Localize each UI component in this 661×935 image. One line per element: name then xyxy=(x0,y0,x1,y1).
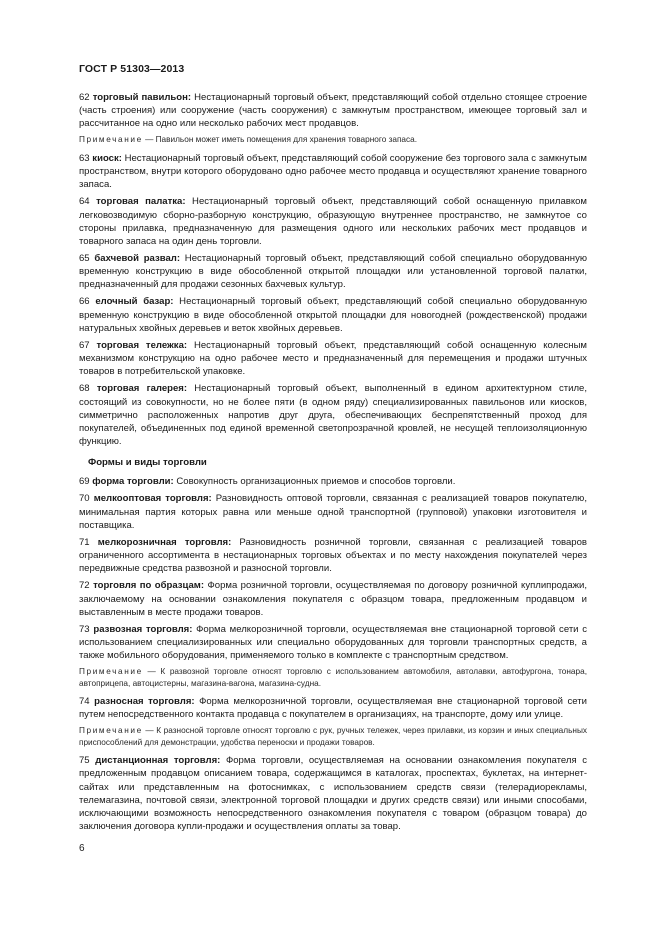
note-label: Примечание xyxy=(79,667,143,677)
term-entry xyxy=(79,295,587,334)
document-header: ГОСТ Р 51303—2013 xyxy=(79,63,185,75)
entry-definition: Разновидность оптовой торговли, связанная с реализацией товаров покупателю, минимальная партия которых равна или меньше одной транспортной (групповой) упаковки изготовителя и поставщика. xyxy=(79,493,587,531)
entry-definition: Разновидность розничной торговли, связанная с реализацией товаров ограниченного ассортимента в нестационарных торговых объектах и по месту нахождения покупателей через передвижные средства развозной и разносной торговли. xyxy=(79,536,587,575)
entry-definition: Форма мелкорозничной торговли, осуществляемая вне стационарной торговой сети с использованием специализированных или специально оборудованных для торговли транспортных средств, а также мобильного оборудования, применяемого только в комплекте с транспортным средством. xyxy=(79,623,588,662)
entry-number: 73 xyxy=(79,623,90,635)
entry-term: торговый павильон: xyxy=(92,92,192,103)
note xyxy=(79,666,587,689)
section-title: Формы и виды торговли xyxy=(88,457,207,469)
entry-number: 72 xyxy=(79,580,90,592)
note-text: — Павильон может иметь помещения для хранения товарного запаса. xyxy=(145,135,418,145)
entry-number: 63 xyxy=(79,152,90,164)
term-entry xyxy=(79,492,587,531)
note-label: Примечание xyxy=(79,135,143,145)
term-entry xyxy=(79,475,587,488)
entry-definition: Форма розничной торговли, осуществляемая по договору розничной куплипродажи, заключаемому на основании ознакомления покупателя с образцом товара, предложенным продавцом и выставленным в месте продажи товаров. xyxy=(79,580,588,618)
entry-number: 67 xyxy=(79,339,90,351)
entry-term: елочный базар: xyxy=(95,296,174,308)
entry-definition: Нестационарный торговый объект, представляющий собой оснащенную колесным механизмом конструкцию на одно рабочее место и предназначенный для перемещения и продажи штучных товаров в потребительской упаковке. xyxy=(79,339,587,378)
entry-definition: Нестационарный торговый объект, представляющий собой специально оборудованную временную конструкцию в виде обособленной открытой площадки или установленной торговой палатки, предназначенный для продажи сезонных бахчевых культур. xyxy=(79,252,588,291)
entry-term: дистанционная торговля: xyxy=(95,755,221,767)
entry-definition: Нестационарный торговый объект, представляющий собой сооружение без торгового зала с замкнутым пространством, внутри которого оборудовано одно рабочее место продавца и осуществляют хранение товарного запаса. xyxy=(79,152,587,191)
entry-number: 69 xyxy=(79,476,90,488)
entry-term: форма торговли: xyxy=(92,476,174,488)
entry-term: развозная торговля: xyxy=(93,623,193,635)
term-entry xyxy=(79,252,587,291)
term-entry xyxy=(79,339,587,378)
entry-term: торговля по образцам: xyxy=(93,580,205,592)
entry-definition: Совокупность организационных приемов и способов торговли. xyxy=(176,476,456,488)
term-entry xyxy=(79,382,587,448)
entry-definition: Нестационарный торговый объект, представляющий собой специально оборудованную временную конструкцию в виде обособленной открытой площадки для новогодней (рождественской) продажи натуральных хвойных деревьев и веток хвойных деревьев. xyxy=(79,296,588,334)
note-text: — К развозной торговле относят торговлю с использованием автомобиля, автолавки, автофургона, тонара, автоприцепа, автоцистерны, магазина-вагона, магазина-судна. xyxy=(79,667,587,688)
entry-number: 64 xyxy=(79,196,90,208)
entry-term: разносная торговля: xyxy=(94,696,195,708)
entry-term: бахчевой развал: xyxy=(94,252,181,264)
term-entry xyxy=(79,195,587,248)
page-number: 6 xyxy=(79,843,85,854)
term-entry xyxy=(79,152,587,191)
term-entry xyxy=(79,754,587,833)
entry-number: 62 xyxy=(79,92,90,103)
entry-number: 66 xyxy=(79,296,90,308)
term-entry xyxy=(79,695,587,721)
entry-definition: Нестационарный торговый объект, представляющий собой оснащенную прилавком легковозводимую сборно-разборную конструкцию, образующую внутреннее пространство, не замкнутое со стороны прилавка, предназначенную для размещения одного или нескольких рабочих мест продавцов и товарного запаса на один день торговли. xyxy=(79,196,587,247)
entry-term: торговая тележка: xyxy=(96,339,188,351)
note xyxy=(79,134,587,145)
page-body xyxy=(79,91,587,837)
entry-term: киоск: xyxy=(92,152,122,164)
entry-number: 71 xyxy=(79,536,90,548)
entry-term: торговая галерея: xyxy=(96,383,188,395)
note-text: — К разносной торговле относят торговлю с рук, ручных тележек, через прилавки, из корзин и иных специальных приспособлений для демонстрации, удобства переноски и продажи товаров. xyxy=(79,726,587,747)
entry-term: торговая палатка: xyxy=(96,196,186,208)
entry-definition: Форма торговли, осуществляемая на основании ознакомления покупателя с предложенным продавцом описанием товара, содержащимся в каталогах, проспектах, буклетах, на интернет-сайтах или представленным на фотоснимках, с использованием средств связи (телерадиорекламы, телемагазина, почтовой связи, электронной торговой площадки и других средств связи) или иными способами, исключающими возможность непосредственного ознакомления покупателя с товаром (образцом товара) до заключения договора купли-продажи и осуществления оплаты за товар. xyxy=(79,755,588,833)
entry-term: мелкооптовая торговля: xyxy=(93,493,212,505)
entry-number: 65 xyxy=(79,252,90,264)
entry-term: мелкорозничная торговля: xyxy=(97,536,232,548)
entry-definition: Нестационарный торговый объект, представляющий собой отдельно стоящее строение (часть строения) или сооружение (часть сооружения) с замкнутым пространством, имеющее торговый зал и рассчитанное на одно или несколько рабочих мест продавцов. xyxy=(79,92,588,130)
entry-number: 75 xyxy=(79,755,90,767)
entry-definition: Нестационарный торговый объект, выполненный в едином архитектурном стиле, состоящий из совокупности, но не более пяти (в одном ряду) специализированных павильонов или киосков, симметрично расположенных напротив друг друга, обеспечивающих беспрепятственный проход для покупателей, объединенных под единой временной светопрозрачной кровлей, не несущей теплоизоляционную функцию. xyxy=(79,383,587,447)
term-entry xyxy=(79,91,587,130)
term-entry xyxy=(79,536,587,575)
entry-number: 70 xyxy=(79,493,90,505)
entry-number: 68 xyxy=(79,383,90,395)
entry-definition: Форма мелкорозничной торговли, осуществляемая вне стационарной торговой сети путем непосредственного контакта продавца с покупателем в организациях, на транспорте, дому или улице. xyxy=(79,696,587,721)
term-entry xyxy=(79,623,587,662)
note xyxy=(79,725,587,748)
entry-number: 74 xyxy=(79,696,90,708)
term-entry xyxy=(79,579,587,618)
note-label: Примечание xyxy=(79,726,143,736)
